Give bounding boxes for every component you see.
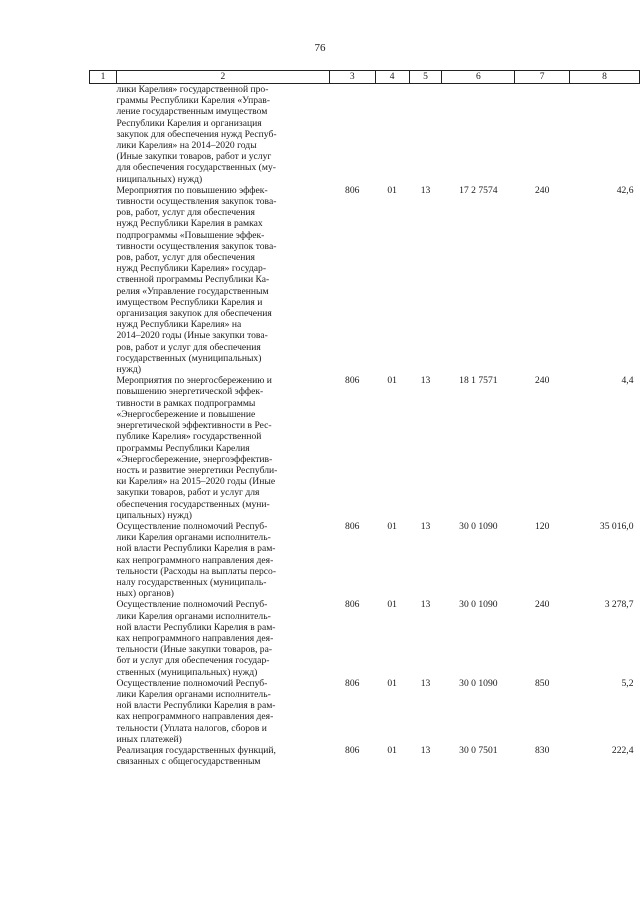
ministry-code-cell: 806 xyxy=(345,677,360,689)
section-cell xyxy=(375,84,409,185)
amount-cell: 3 278,7 xyxy=(604,599,634,611)
column-header-row xyxy=(90,71,640,84)
target-article-cell: 30 0 7501 xyxy=(459,744,498,756)
desc-line: 2014–2020 годы (Иные закупки това- xyxy=(116,330,268,342)
desc-line: лики Карелия» на 2014–2020 годы xyxy=(116,140,257,152)
table-row xyxy=(90,521,640,599)
ministry-code-cell: 806 xyxy=(345,184,360,196)
table-row xyxy=(90,678,640,745)
desc-line: ров, работ, услуг для обеспечения xyxy=(116,207,255,219)
target-article-cell xyxy=(442,84,515,185)
ministry-code-cell: 806 xyxy=(345,375,360,387)
desc-line: ных) органов) xyxy=(116,588,174,600)
desc-line: нужд Республики Карелия» на xyxy=(116,319,242,331)
target-article-cell: 30 0 1090 xyxy=(459,520,498,532)
desc-line: Осуществление полномочий Респуб- xyxy=(116,599,268,611)
table-row xyxy=(90,599,640,677)
budget-table xyxy=(89,70,640,767)
desc-line: нужд Республики Карелия в рамках xyxy=(116,218,263,230)
column-header: 2 xyxy=(116,71,329,84)
expense-type-cell: 120 xyxy=(534,520,550,532)
desc-line: бот и услуг для обеспечения государ- xyxy=(116,655,270,667)
desc-line: тельности (Расходы на выплаты персо- xyxy=(116,565,277,577)
expense-type-cell: 850 xyxy=(534,677,550,689)
desc-line: иных платежей) xyxy=(116,733,182,745)
desc-line: Мероприятия по повышению эффек- xyxy=(116,184,268,196)
target-article-cell: 18 1 7571 xyxy=(459,375,498,387)
section-cell: 01 xyxy=(387,599,397,611)
subsection-cell: 13 xyxy=(420,520,431,532)
desc-line: Республики Карелия и организация xyxy=(116,117,262,129)
desc-line: тельности (Уплата налогов, сборов и xyxy=(116,722,267,734)
subsection-cell: 13 xyxy=(420,375,431,387)
desc-line: ной власти Республики Карелия в рам- xyxy=(116,700,276,712)
expense-type-cell: 240 xyxy=(534,184,550,196)
section-cell: 01 xyxy=(387,375,397,387)
column-header: 1 xyxy=(90,71,117,84)
desc-line: закупок для обеспечения нужд Респуб- xyxy=(116,128,277,140)
desc-line: граммы Республики Карелия «Управ- xyxy=(116,95,270,107)
desc-line: ной власти Республики Карелия в рам- xyxy=(116,543,276,555)
desc-cell xyxy=(90,599,330,677)
table-row xyxy=(90,84,640,185)
desc-line: лики Карелия органами исполнитель- xyxy=(116,610,271,622)
table-row xyxy=(90,375,640,521)
amount-cell: 222,4 xyxy=(611,744,634,756)
desc-cell xyxy=(90,185,330,375)
desc-line: ственных (муниципальных) нужд) xyxy=(116,666,258,678)
desc-line: ров, работ, услуг для обеспечения xyxy=(116,252,255,264)
expense-type-cell: 240 xyxy=(534,599,550,611)
column-header: 8 xyxy=(570,71,640,84)
desc-line: ление государственным имуществом xyxy=(116,106,268,118)
section-cell: 01 xyxy=(387,677,397,689)
desc-cell xyxy=(90,745,330,767)
desc-line: программы Республики Карелия xyxy=(116,442,250,454)
desc-line: Реализация государственных функций, xyxy=(116,744,276,756)
desc-line: ках непрограммного направления дея- xyxy=(116,632,274,644)
subsection-cell: 13 xyxy=(420,677,431,689)
amount-cell: 42,6 xyxy=(616,184,634,196)
desc-line: ной власти Республики Карелия в рам- xyxy=(116,621,276,633)
page-number: 76 xyxy=(314,42,326,54)
desc-line: ственной программы Республики Ка- xyxy=(116,274,270,286)
ministry-code-cell: 806 xyxy=(345,520,360,532)
subsection-cell: 13 xyxy=(420,599,431,611)
desc-line: налу государственных (муниципаль- xyxy=(116,576,267,588)
column-header: 7 xyxy=(515,71,570,84)
desc-line: для обеспечения государственных (му- xyxy=(116,162,276,174)
desc-line: Осуществление полномочий Респуб- xyxy=(116,677,268,689)
desc-line: тивности в рамках подпрограммы xyxy=(116,397,256,409)
desc-line: нужд) xyxy=(116,364,142,376)
target-article-cell: 30 0 1090 xyxy=(459,599,498,611)
desc-cell xyxy=(90,678,330,745)
table-row xyxy=(90,745,640,767)
desc-line: связанных с общегосударственным xyxy=(116,756,261,768)
desc-line: публике Карелия» государственной xyxy=(116,431,262,443)
ministry-code-cell: 806 xyxy=(345,599,360,611)
amount-cell: 4,4 xyxy=(621,375,634,387)
desc-line: государственных (муниципальных) xyxy=(116,352,262,364)
section-cell: 01 xyxy=(387,520,397,532)
desc-line: ниципальных) нужд) xyxy=(116,173,203,185)
desc-line: релия «Управление государственным xyxy=(116,285,269,297)
desc-cell xyxy=(90,521,330,599)
table-row xyxy=(90,185,640,375)
column-header: 4 xyxy=(375,71,409,84)
ministry-code-cell: 806 xyxy=(345,744,360,756)
desc-line: закупки товаров, работ и услуг для xyxy=(116,487,260,499)
desc-line: имуществом Республики Карелия и xyxy=(116,296,263,308)
desc-line: организация закупок для обеспечения xyxy=(116,308,272,320)
desc-line: нужд Республики Карелия» государ- xyxy=(116,263,267,275)
desc-line: ках непрограммного направления дея- xyxy=(116,554,274,566)
desc-line: ров, работ и услуг для обеспечения xyxy=(116,341,261,353)
subsection-cell: 13 xyxy=(420,184,431,196)
target-article-cell: 17 2 7574 xyxy=(459,184,498,196)
desc-line: ципальных) нужд) xyxy=(116,509,192,521)
desc-line: ность и развитие энергетики Республи- xyxy=(116,464,278,476)
desc-line: подпрограммы «Повышение эффек- xyxy=(116,229,265,241)
desc-cell xyxy=(90,375,330,521)
desc-line: тивности осуществления закупок това- xyxy=(116,240,277,252)
expense-type-cell: 240 xyxy=(534,375,550,387)
desc-line: Осуществление полномочий Респуб- xyxy=(116,520,268,532)
column-header: 3 xyxy=(329,71,375,84)
desc-line: (Иные закупки товаров, работ и услуг xyxy=(116,151,272,163)
target-article-cell: 30 0 1090 xyxy=(459,677,498,689)
desc-line: лики Карелия органами исполнитель- xyxy=(116,532,271,544)
desc-line: «Энергосбережение, энергоэффектив- xyxy=(116,453,273,465)
desc-line: ках непрограммного направления дея- xyxy=(116,711,274,723)
column-header: 6 xyxy=(442,71,515,84)
column-header: 5 xyxy=(409,71,442,84)
desc-line: обеспечения государственных (муни- xyxy=(116,498,270,510)
desc-line: Мероприятия по энергосбережению и xyxy=(116,375,272,387)
desc-line: тивности осуществления закупок това- xyxy=(116,196,277,208)
desc-line: тельности (Иные закупки товаров, ра- xyxy=(116,644,273,656)
desc-line: лики Карелия» государственной про- xyxy=(116,84,269,95)
subsection-cell xyxy=(409,84,442,185)
desc-line: энергетической эффективности в Рес- xyxy=(116,420,272,432)
expense-type-cell xyxy=(515,84,570,185)
desc-line: повышению энергетической эффек- xyxy=(116,386,264,398)
amount-cell xyxy=(570,84,640,185)
section-cell: 01 xyxy=(387,184,397,196)
section-cell: 01 xyxy=(387,744,397,756)
subsection-cell: 13 xyxy=(420,744,431,756)
desc-cell xyxy=(90,84,330,185)
ministry-code-cell xyxy=(329,84,375,185)
desc-line: ки Карелия» на 2015–2020 годы (Иные xyxy=(116,476,276,488)
expense-type-cell: 830 xyxy=(534,744,550,756)
desc-line: лики Карелия органами исполнитель- xyxy=(116,688,271,700)
amount-cell: 5,2 xyxy=(621,677,634,689)
desc-line: «Энергосбережение и повышение xyxy=(116,408,256,420)
amount-cell: 35 016,0 xyxy=(599,520,634,532)
